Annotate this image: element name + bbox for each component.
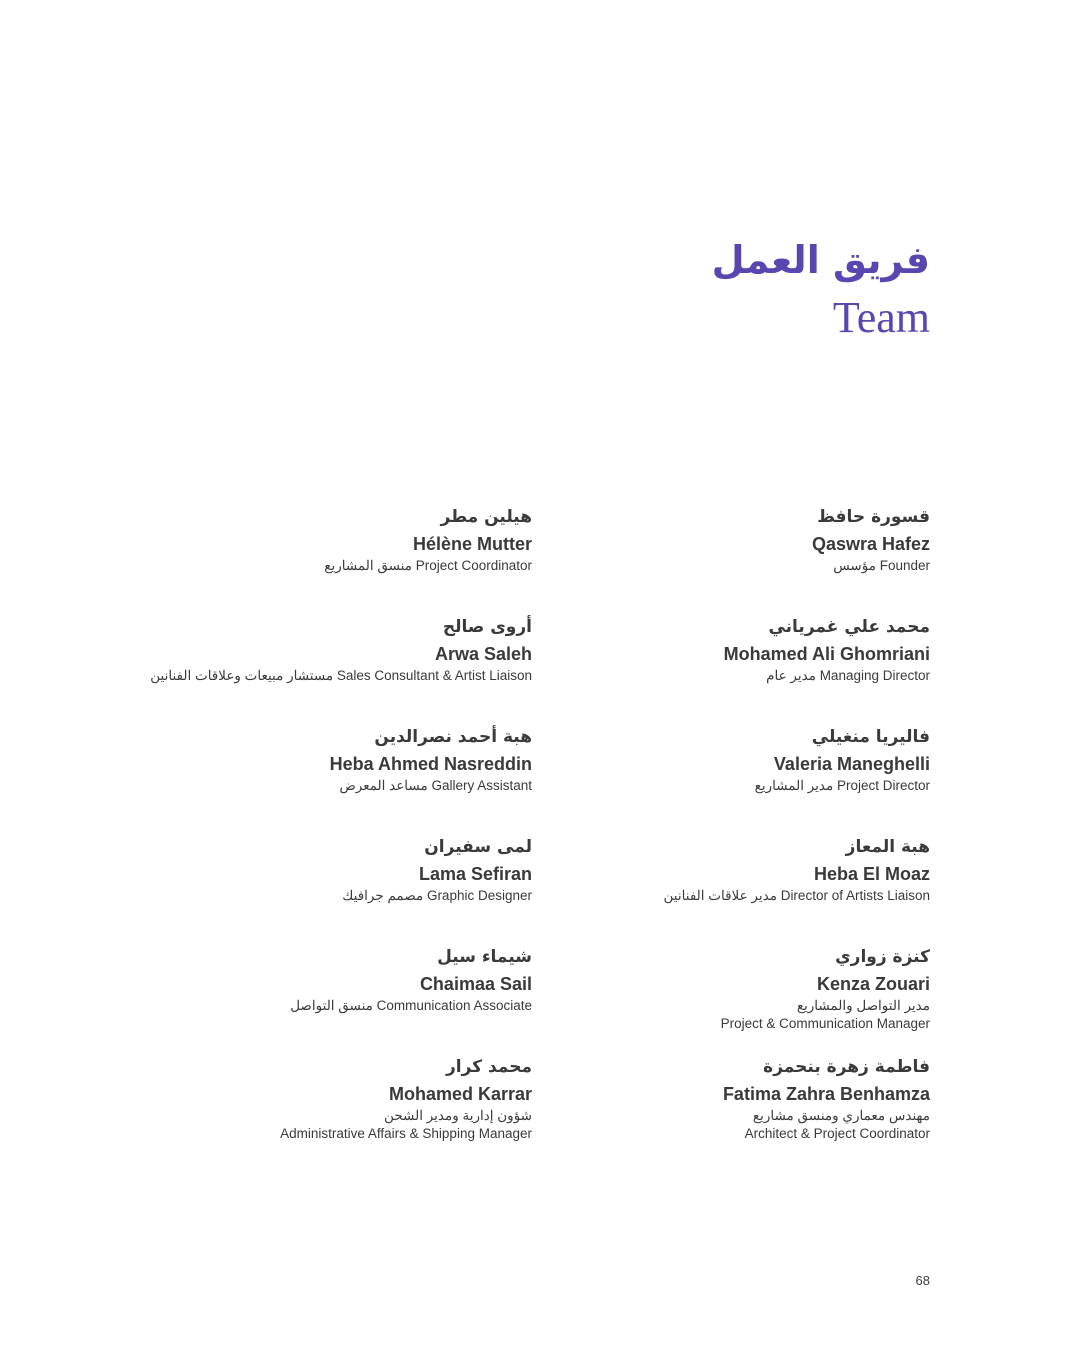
member-name-arabic: كنزة زواري	[835, 947, 930, 967]
team-member	[490, 723, 930, 833]
member-name-english: Hélène Mutter	[412, 534, 532, 554]
member-name-arabic: قسورة حافظ	[817, 507, 930, 527]
member-name-arabic: محمد كرار	[446, 1057, 532, 1077]
member-name-arabic: لمى سفيران	[424, 837, 532, 857]
team-member	[92, 723, 532, 833]
member-name-arabic: فاليريا منغيلي	[811, 727, 930, 747]
team-member	[490, 503, 930, 613]
team-column-right	[490, 503, 930, 1163]
page-title-block	[712, 232, 930, 344]
team-member	[92, 833, 532, 943]
team-member	[490, 943, 930, 1053]
member-name-english: Arwa Saleh	[434, 644, 532, 664]
member-name-english: Mohamed Karrar	[388, 1084, 532, 1104]
team-member	[92, 1053, 532, 1163]
member-role: مؤسس Founder	[833, 558, 930, 573]
member-name-english: Mohamed Ali Ghomriani	[723, 644, 930, 664]
member-name-english: Valeria Maneghelli	[773, 754, 930, 774]
team-member	[490, 1053, 930, 1163]
member-name-arabic: أروى صالح	[442, 617, 532, 637]
member-role-english: Project & Communication Manager	[720, 1016, 930, 1031]
member-name-arabic: هبة أحمد نصرالدين	[374, 727, 532, 747]
page-number: 68	[915, 1273, 930, 1288]
member-name-arabic: شيماء سيل	[437, 947, 532, 967]
member-name-english: Chaimaa Sail	[419, 974, 532, 994]
member-name-english: Heba El Moaz	[813, 864, 930, 884]
member-name-arabic: هبة المعاز	[845, 837, 930, 857]
member-role: منسق التواصل Communication Associate	[290, 998, 532, 1013]
member-name-arabic: هيلين مطر	[440, 507, 532, 527]
member-role-arabic: مدير التواصل والمشاريع	[796, 998, 930, 1013]
member-role: مدير علاقات الفنانين Director of Artists Liaison	[663, 888, 930, 903]
member-name-english: Qaswra Hafez	[811, 534, 930, 554]
team-member	[92, 613, 532, 723]
member-role: مستشار مبيعات وعلاقات الفنانين Sales Consultant & Artist Liaison	[150, 668, 532, 683]
team-column-left	[92, 503, 532, 1163]
member-name-english: Lama Sefiran	[418, 864, 532, 884]
team-member	[92, 943, 532, 1053]
member-role-arabic: مهندس معماري ومنسق مشاريع	[752, 1108, 930, 1123]
member-name-arabic: فاطمة زهرة بنحمزة	[763, 1057, 930, 1077]
member-name-arabic: محمد علي غمرياني	[768, 617, 930, 637]
member-role: منسق المشاريع Project Coordinator	[324, 558, 532, 573]
team-member	[490, 613, 930, 723]
member-role: مساعد المعرض Gallery Assistant	[339, 778, 532, 793]
page-title-arabic: فريق العمل	[711, 238, 930, 282]
member-role-english: Administrative Affairs & Shipping Manager	[280, 1126, 532, 1141]
team-member	[490, 833, 930, 943]
member-name-english: Fatima Zahra Benhamza	[722, 1084, 930, 1104]
member-role-arabic: شؤون إدارية ومدير الشحن	[384, 1108, 532, 1123]
member-role: مدير عام Managing Director	[766, 668, 930, 683]
member-name-english: Heba Ahmed Nasreddin	[329, 754, 532, 774]
member-name-english: Kenza Zouari	[816, 974, 930, 994]
member-role: مدير المشاريع Project Director	[754, 778, 930, 793]
member-role: مصمم جرافيك Graphic Designer	[342, 888, 532, 903]
page-title-english: Team	[832, 293, 930, 342]
team-member	[92, 503, 532, 613]
member-role-english: Architect & Project Coordinator	[744, 1126, 930, 1141]
